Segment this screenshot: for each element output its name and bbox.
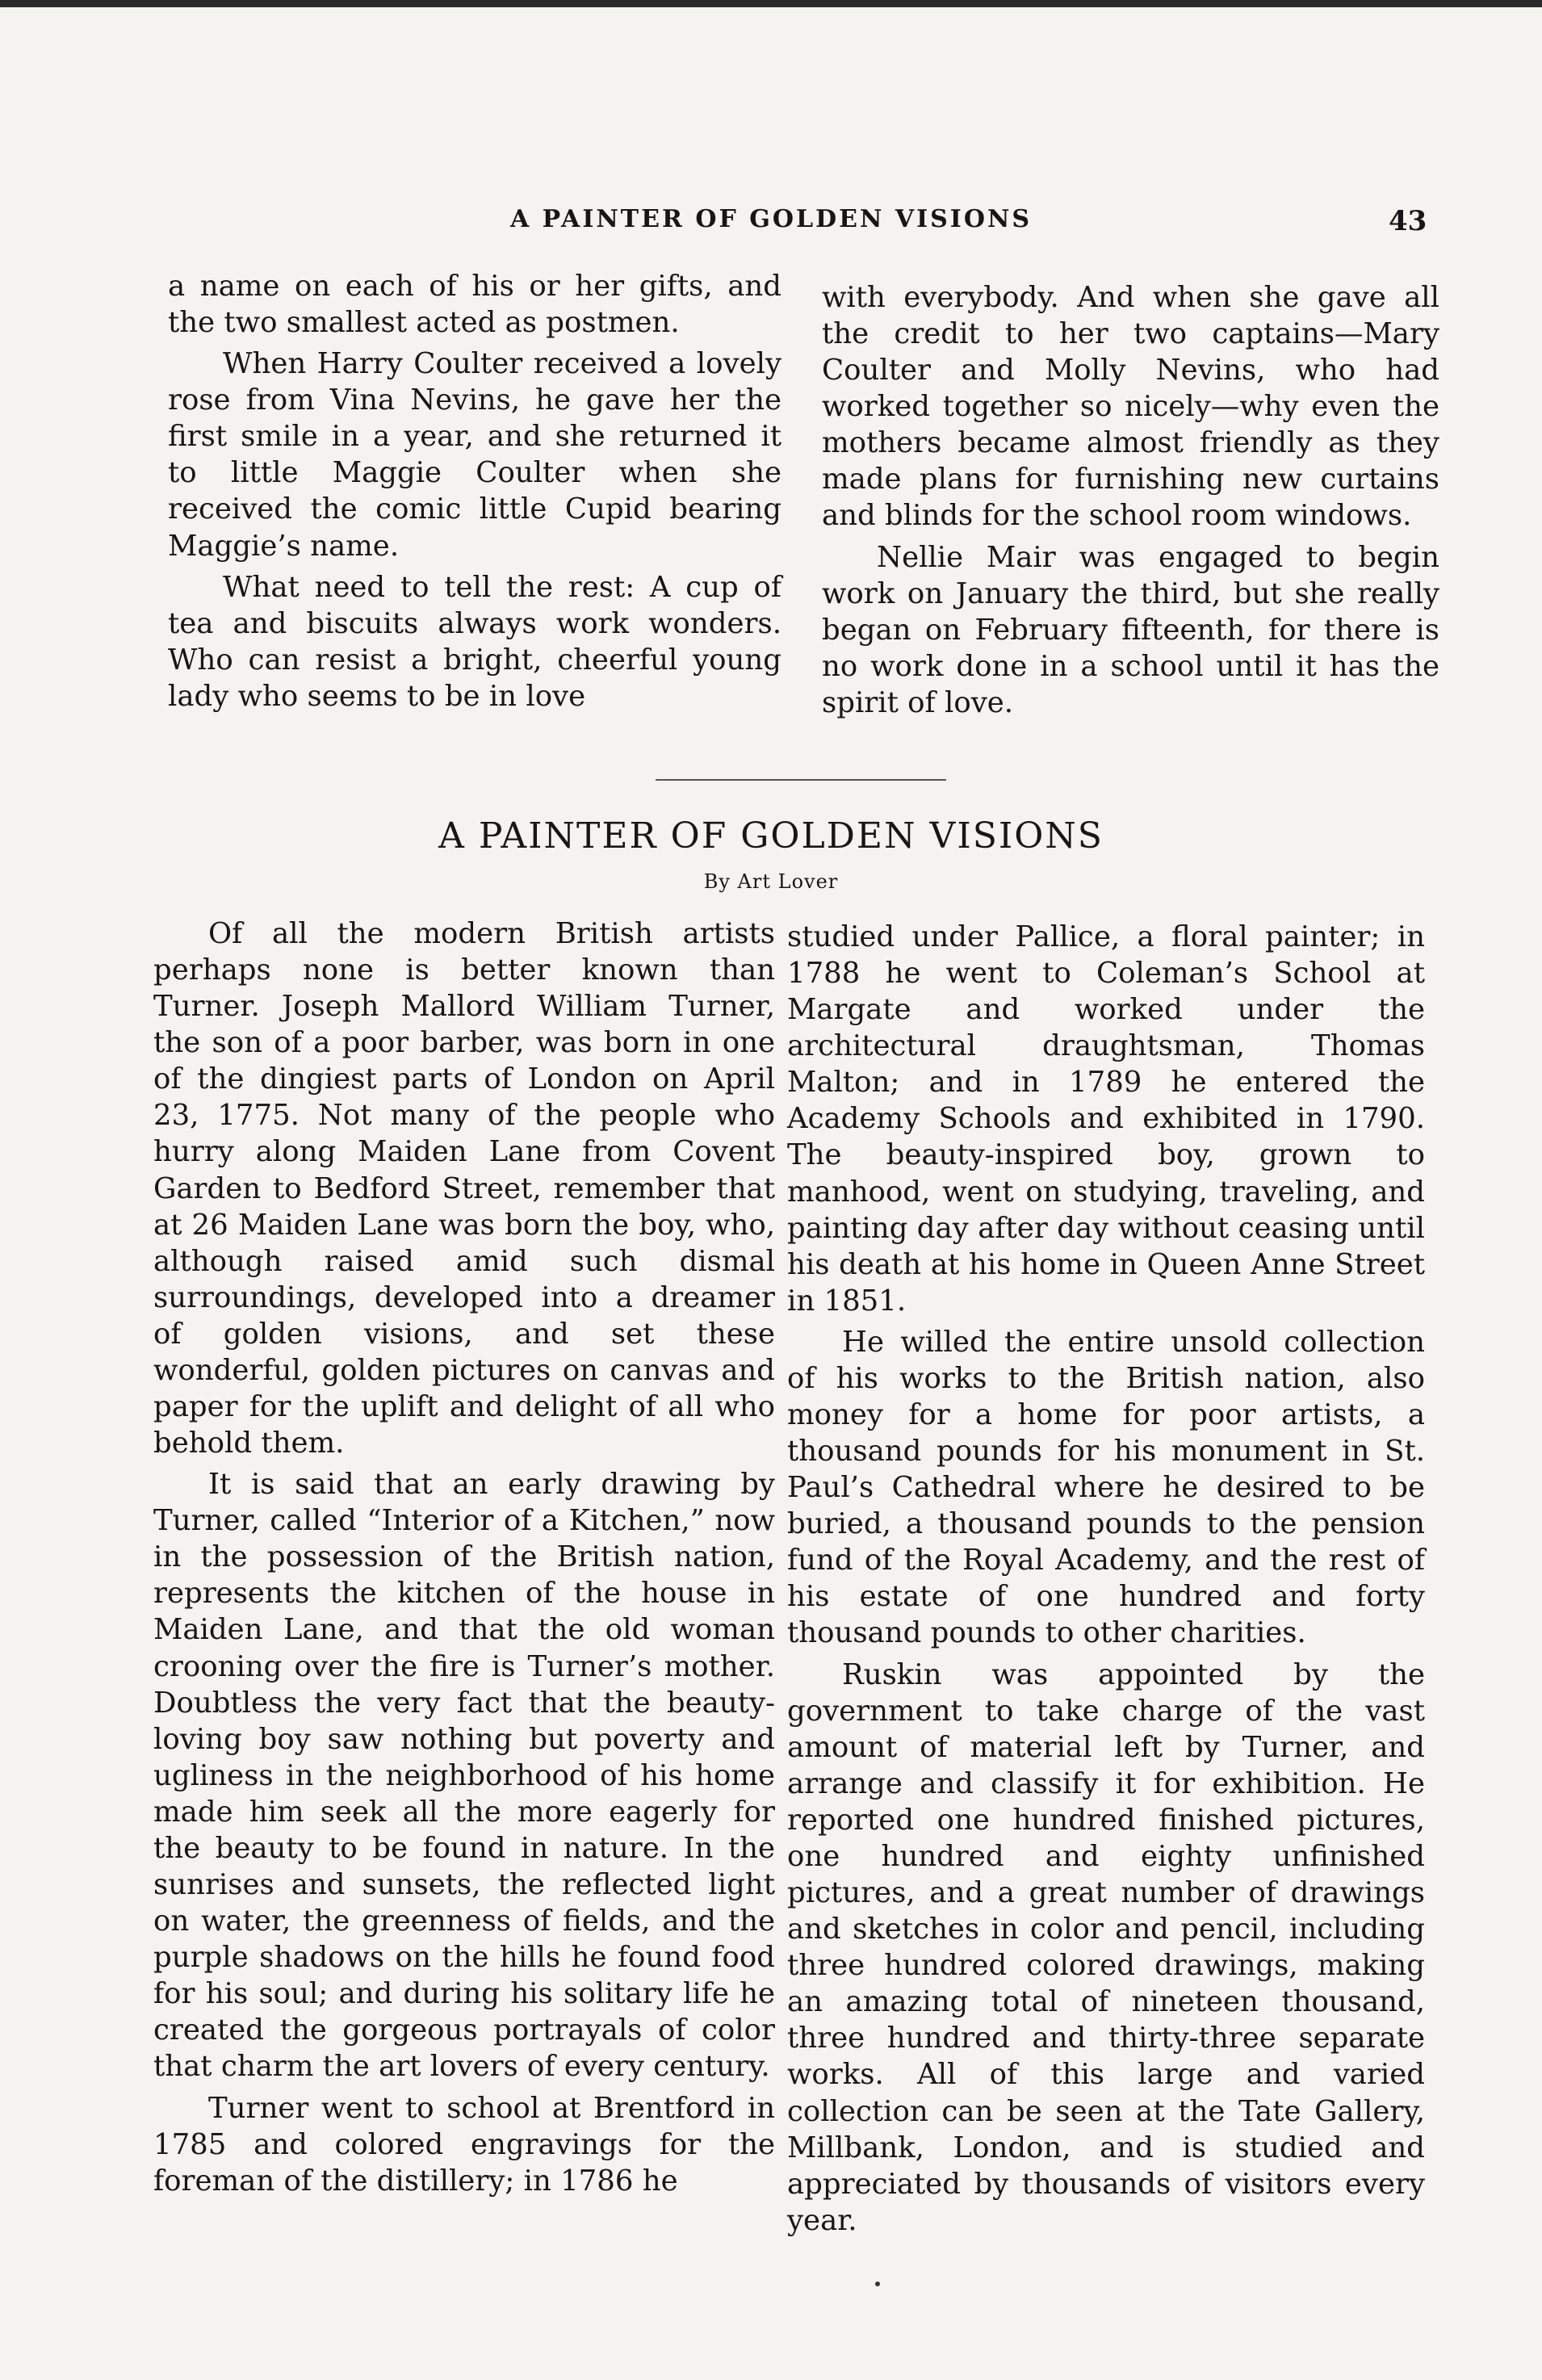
page-number: 43 bbox=[1389, 205, 1427, 237]
article-left-column bbox=[153, 916, 775, 2204]
top-right-column bbox=[822, 279, 1439, 726]
paragraph: studied under Pallice, a floral painter; in 1788 he went to Coleman’s School at Margate and worked under the architectural draughtsman, Thomas Malton; and in 1789 he entered the Academy Schools and exhibited in 1790. The beauty-inspired boy, grown to manhood, went on studying, traveling, and painting day after day without ceasing until his death at his home in Queen Anne Street in 1851. bbox=[787, 920, 1425, 1318]
paragraph: What need to tell the rest: A cup of tea and biscuits always work wonders. Who can resist a bright, cheerful young lady who seems to be in love bbox=[168, 570, 781, 713]
paragraph: It is said that an early drawing by Turner, called “Interior of a Kitchen,” now in the possession of the British nation, represents the kitchen of the house in Maiden Lane, and that the old woman crooning over the fire is Turner’s mother. Doubtless the very fact that the beauty-loving boy saw nothing but poverty and ugliness in the neighborhood of his home made him seek all the more eagerly for the beauty to be found in nature. In the sunrises and sunsets, the reflected light on water, the greenness of fields, and the purple shadows on the hills he found food for his soul; and during his solitary life he created the gorgeous portrayals of color that charm the art lovers of every century. bbox=[153, 1468, 775, 2084]
paragraph: He willed the entire unsold collection of his works to the British nation, also money for a home for poor artists, a thousand pounds for his monument in St. Paul’s Cathedral where he desired to be buried, a thousand pounds to the pension fund of the Royal Academy, and the rest of his estate of one hundred and forty thousand pounds to other charities. bbox=[787, 1325, 1425, 1650]
section-divider bbox=[656, 779, 946, 781]
top-left-column bbox=[168, 268, 781, 719]
paragraph: When Harry Coulter received a lovely rose from Vina Nevins, he gave her the first smile in a year, and she returned it to little Maggie Coulter when she received the comic little Cupid bearing Maggie’s name. bbox=[168, 347, 781, 563]
paragraph: a name on each of his or her gifts, and the two smallest acted as postmen. bbox=[168, 270, 781, 340]
running-title: A PAINTER OF GOLDEN VISIONS bbox=[509, 205, 1033, 233]
article-right-column bbox=[787, 919, 1425, 2244]
paragraph: Ruskin was appointed by the government to take charge of the vast amount of material left by Turner, and arrange and classify it for exhibition. He reported one hundred finished pictures, one hundred and eighty unfinished pictures, and a great number of drawings and sketches in color and pencil, including three hundred colored drawings, making an amazing total of nineteen thousand, three hundred and thirty-three separate works. All of this large and varied collection can be seen at the Tate Gallery, Millbank, London, and is studied and appreciated by thousands of visitors every year. bbox=[787, 1657, 1425, 2237]
article-title: A PAINTER OF GOLDEN VISIONS bbox=[438, 815, 1104, 857]
paragraph: with everybody. And when she gave all the credit to her two captains—Mary Coulter and Molly Nevins, who had worked together so nicely—why even the mothers became almost friendly as they made plans for furnishing new curtains and blinds for the school room windows. bbox=[822, 281, 1439, 533]
running-head bbox=[0, 205, 1542, 237]
print-speck bbox=[875, 2282, 880, 2286]
paragraph: Of all the modern British artists perhaps none is better known than Turner. Joseph Mallord William Turner, the son of a poor barber, was born in one of the dingiest parts of London on April 23, 1775. Not many of the people who hurry along Maiden Lane from Covent Garden to Bedford Street, remember that at 26 Maiden Lane was born the boy, who, although raised amid such dismal surroundings, developed into a dreamer of golden visions, and set these wonderful, golden pictures on canvas and paper for the uplift and delight of all who behold them. bbox=[153, 917, 775, 1460]
page-top-edge bbox=[0, 0, 1542, 7]
paragraph: Turner went to school at Brentford in 1785 and colored engravings for the foreman of the distillery; in 1786 he bbox=[153, 2091, 775, 2198]
article-byline: By Art Lover bbox=[703, 870, 839, 893]
paragraph: Nellie Mair was engaged to begin work on January the third, but she really began on February fifteenth, for there is no work done in a school until it has the spirit of love. bbox=[822, 540, 1439, 719]
